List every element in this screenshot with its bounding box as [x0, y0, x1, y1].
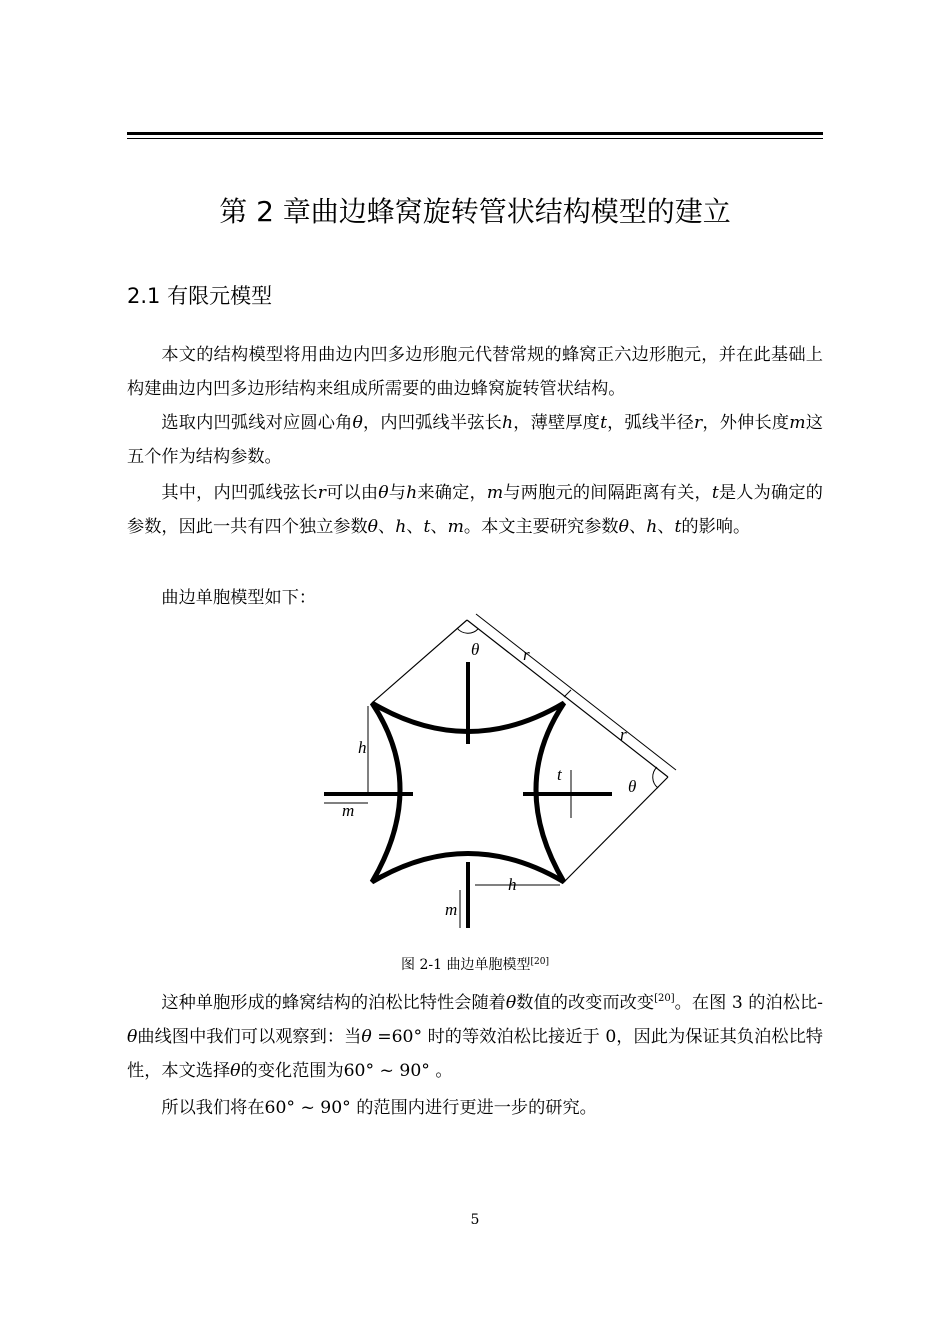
- unit-cell-figure: [310, 610, 680, 930]
- figure-caption: 图 2-1 曲边单胞模型[20]: [401, 957, 549, 973]
- paragraph-6: 所以我们将在60° ~ 90° 的范围内进行更进一步的研究。: [161, 1098, 597, 1118]
- header-rule-thin: [127, 138, 823, 139]
- label-r-lower: r: [620, 725, 627, 744]
- label-theta-top: θ: [471, 640, 480, 659]
- label-r-upper: r: [523, 645, 530, 664]
- label-h-left: h: [358, 738, 367, 757]
- paragraph-2: 选取内凹弧线对应圆心角θ，内凹弧线半弦长h，薄壁厚度t，弧线半径r，外伸长度m这五个作为结构参数。: [127, 413, 823, 467]
- dimension-line-r: [476, 614, 676, 770]
- angle-arc-top: [457, 628, 478, 633]
- label-m-bottom: m: [445, 900, 458, 919]
- paragraph-1: 本文的结构模型将用曲边内凹多边形胞元代替常规的蜂窝正六边形胞元，并在此基础上构建曲边内凹多边形结构来组成所需要的曲边蜂窝旋转管状结构。: [127, 345, 823, 399]
- section-title: 2.1 有限元模型: [127, 284, 273, 308]
- radius-line-top-left: [372, 620, 467, 703]
- label-m-left: m: [342, 801, 355, 820]
- angle-arc-right: [653, 767, 658, 788]
- page-number: 5: [470, 1212, 480, 1228]
- header-rule-thick: [127, 132, 823, 135]
- paragraph-3: 其中，内凹弧线弦长r可以由θ与h来确定，m与两胞元的间隔距离有关，t是人为确定的参数，因此一共有四个独立参数θ、h、t、m。本文主要研究参数θ、h、t的影响。: [127, 483, 823, 537]
- paragraph-5: 这种单胞形成的蜂窝结构的泊松比特性会随着θ数值的改变而改变[20]。在图 3 的泊松比-θ曲线图中我们可以观察到：当θ =60° 时的等效泊松比接近于 0，因此为保证其负泊松比特性，本文选择θ的变化范围为60° ~ 90° 。: [127, 993, 823, 1081]
- label-t-right: t: [557, 765, 562, 784]
- unit-cell-diagram: [310, 610, 680, 930]
- paragraph-4: 曲边单胞模型如下：: [161, 588, 317, 608]
- dimension-tick: [564, 690, 571, 697]
- radius-line-top-right: [467, 620, 668, 777]
- label-h-bottom: h: [508, 875, 517, 894]
- label-theta-right: θ: [628, 777, 637, 796]
- chapter-title: 第 2 章曲边蜂窝旋转管状结构模型的建立: [219, 195, 731, 228]
